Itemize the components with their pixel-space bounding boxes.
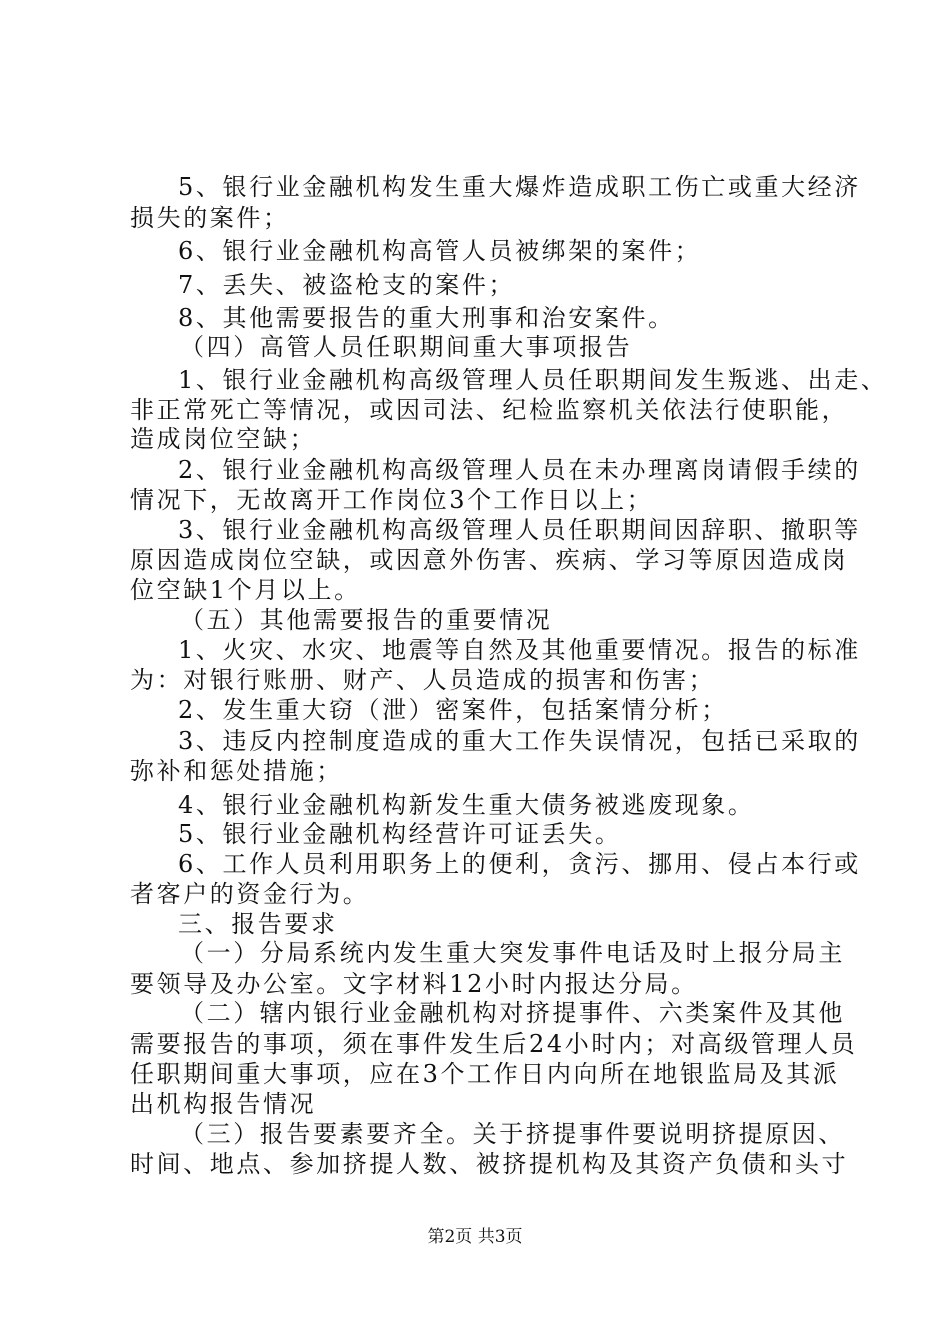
paragraph-line: （二）辖内银行业金融机构对挤提事件、六类案件及其他 [180, 999, 845, 1027]
paragraph-line: 要领导及办公室。文字材料12小时内报达分局。 [130, 970, 698, 998]
paragraph-line: 为：对银行账册、财产、人员造成的损害和伤害； [130, 666, 716, 694]
paragraph-line: 2、发生重大窃（泄）密案件，包括案情分析； [178, 696, 728, 724]
paragraph-line: 情况下，无故离开工作岗位3个工作日以上； [130, 486, 654, 514]
paragraph-line: 3、违反内控制度造成的重大工作失误情况，包括已采取的 [178, 727, 861, 755]
paragraph-line: 任职期间重大事项，应在3个工作日内向所在地银监局及其派 [130, 1060, 840, 1088]
paragraph-line: 4、银行业金融机构新发生重大债务被逃废现象。 [178, 791, 755, 819]
paragraph-line: 6、银行业金融机构高管人员被绑架的案件； [178, 237, 702, 265]
page-number-footer: 第2页 共3页 [427, 1227, 523, 1247]
section-heading: （四）高管人员任职期间重大事项报告 [180, 333, 633, 361]
paragraph-line: 5、银行业金融机构经营许可证丢失。 [178, 820, 622, 848]
paragraph-line: 者客户的资金行为。 [130, 880, 370, 908]
paragraph-line: 7、丢失、被盗枪支的案件； [178, 271, 516, 299]
paragraph-line: 2、银行业金融机构高级管理人员在未办理离岗请假手续的 [178, 456, 861, 484]
paragraph-line: 非正常死亡等情况，或因司法、纪检监察机关依法行使职能， [130, 396, 849, 424]
paragraph-line: 1、银行业金融机构高级管理人员任职期间发生叛逃、出走、 [178, 366, 888, 394]
paragraph-line: 损失的案件； [130, 204, 290, 232]
paragraph-line: 5、银行业金融机构发生重大爆炸造成职工伤亡或重大经济 [178, 173, 861, 201]
paragraph-line: 原因造成岗位空缺，或因意外伤害、疾病、学习等原因造成岗 [130, 546, 849, 574]
paragraph-line: 6、工作人员利用职务上的便利，贪污、挪用、侵占本行或 [178, 850, 861, 878]
paragraph-line: 8、其他需要报告的重大刑事和治安案件。 [178, 304, 675, 332]
section-heading: 三、报告要求 [178, 910, 338, 938]
paragraph-line: 1、火灾、水灾、地震等自然及其他重要情况。报告的标准 [178, 636, 861, 664]
paragraph-line: 出机构报告情况 [130, 1090, 317, 1118]
section-heading: （五）其他需要报告的重要情况 [180, 606, 553, 634]
paragraph-line: 需要报告的事项，须在事件发生后24小时内；对高级管理人员 [130, 1030, 858, 1058]
paragraph-line: 弥补和惩处措施； [130, 757, 343, 785]
paragraph-line: 造成岗位空缺； [130, 425, 317, 453]
paragraph-line: （三）报告要素要齐全。关于挤提事件要说明挤提原因、 [180, 1120, 845, 1148]
paragraph-line: 时间、地点、参加挤提人数、被挤提机构及其资产负债和头寸 [130, 1150, 849, 1178]
paragraph-line: 位空缺1个月以上。 [130, 576, 361, 604]
paragraph-line: （一）分局系统内发生重大突发事件电话及时上报分局主 [180, 939, 845, 967]
paragraph-line: 3、银行业金融机构高级管理人员任职期间因辞职、撤职等 [178, 516, 861, 544]
